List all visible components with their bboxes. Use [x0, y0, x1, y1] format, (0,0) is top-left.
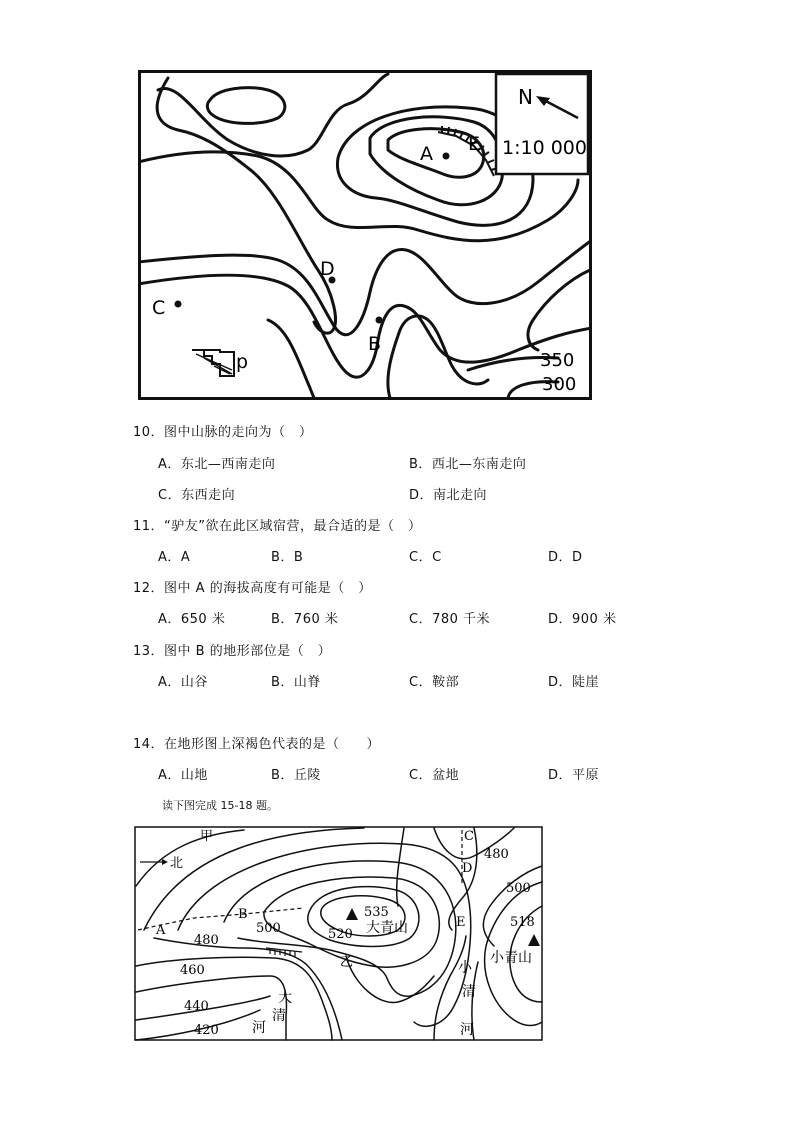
option-c[interactable]: C．780 千米: [409, 612, 491, 627]
contour-label: 420: [194, 1023, 219, 1038]
contour-label: 500: [506, 881, 531, 896]
point-e-label: E: [468, 133, 481, 155]
river-char: 小: [458, 960, 472, 976]
option-b[interactable]: B．山脊: [271, 675, 321, 690]
option-a[interactable]: A．山谷: [158, 675, 208, 690]
option-d[interactable]: D．南北走向: [409, 488, 488, 503]
option-a[interactable]: A．山地: [158, 768, 208, 783]
peak-da-qing: 大青山: [366, 920, 408, 936]
river-char: 清: [272, 1008, 286, 1024]
peak-xiao-qing: 小青山: [490, 950, 532, 966]
contour-label: 520: [328, 927, 353, 942]
section-intro: 读下图完成 15-18 题。: [162, 799, 278, 812]
point-p-label: p: [236, 351, 249, 373]
contour-map-2: [134, 826, 544, 1042]
question-stem: 10．图中山脉的走向为（ ）: [133, 425, 313, 440]
question-stem: 11．“驴友”欲在此区域宿营，最合适的是（ ）: [133, 519, 422, 534]
river-char: 河: [252, 1020, 266, 1036]
contour-label-350: 350: [540, 350, 575, 371]
option-d[interactable]: D．900 米: [548, 612, 617, 627]
option-b[interactable]: B．760 米: [271, 612, 339, 627]
question-stem: 13．图中 B 的地形部位是（ ）: [133, 644, 332, 659]
contour-label-300: 300: [542, 374, 577, 395]
river-char: 河: [460, 1022, 474, 1038]
option-c[interactable]: C．鞍部: [409, 675, 460, 690]
river-char: 大: [278, 990, 292, 1006]
point-c-label: C: [464, 829, 474, 844]
point-d-label: D: [462, 861, 473, 876]
contour-label: 500: [256, 921, 281, 936]
option-a[interactable]: A．A: [158, 550, 191, 565]
point-a-label: A: [420, 143, 433, 165]
scale-label: 1:10 000: [502, 137, 587, 159]
contour-label: 480: [194, 933, 219, 948]
contour-label: 518: [510, 915, 535, 930]
north-scale-box: [496, 74, 588, 174]
question-stem: 14．在地形图上深褐色代表的是（ ）: [133, 737, 381, 752]
contour-label: 480: [484, 847, 509, 862]
question-stem: 12．图中 A 的海拔高度有可能是（ ）: [133, 581, 372, 596]
option-d[interactable]: D．D: [548, 550, 583, 565]
option-b[interactable]: B．B: [271, 550, 304, 565]
contour-label: 535: [364, 905, 389, 920]
option-a[interactable]: A．650 米: [158, 612, 226, 627]
label-yi: 乙: [340, 955, 354, 970]
option-c[interactable]: C．C: [409, 550, 442, 565]
option-a[interactable]: A．东北—西南走向: [158, 457, 276, 472]
contour-label: 440: [184, 999, 209, 1014]
option-c[interactable]: C．盆地: [409, 768, 460, 783]
north-label: N: [518, 85, 533, 109]
option-d[interactable]: D．陡崖: [548, 675, 600, 690]
point-e-label: E: [456, 915, 466, 930]
option-b[interactable]: B．西北—东南走向: [409, 457, 527, 472]
river-char: 清: [462, 984, 476, 1000]
contour-label: 460: [180, 963, 205, 978]
option-b[interactable]: B．丘陵: [271, 768, 321, 783]
north-label: 北: [170, 856, 184, 871]
option-c[interactable]: C．东西走向: [158, 488, 236, 503]
contour-map-1: [138, 70, 592, 400]
point-d-label: D: [320, 258, 335, 280]
point-a-label: A: [156, 923, 166, 938]
option-d[interactable]: D．平原: [548, 768, 600, 783]
point-b-label: B: [368, 333, 382, 355]
point-b-label: B: [238, 907, 248, 922]
point-c-label: C: [152, 297, 166, 319]
label-jia: 甲: [200, 829, 214, 844]
